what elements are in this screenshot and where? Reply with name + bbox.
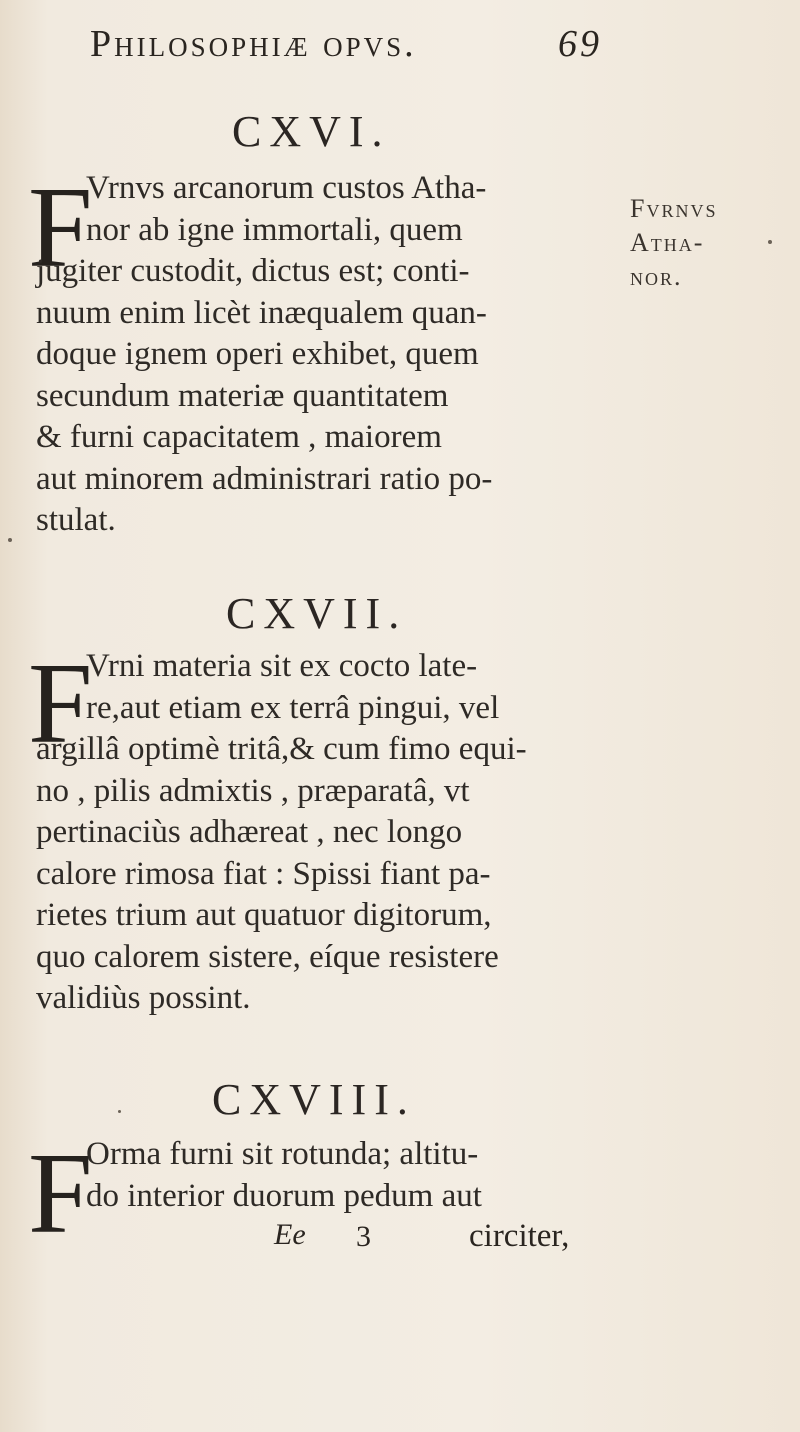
text-line: validiùs possint. — [36, 980, 251, 1016]
margin-line: nor. — [630, 262, 683, 291]
dropcap-cxvii: F — [28, 640, 93, 768]
ink-speck — [118, 1110, 121, 1113]
dropcap-cxviii: F — [28, 1130, 93, 1258]
margin-line: Fvrnvs — [630, 194, 718, 223]
running-title: Philosophiæ opvs. — [90, 23, 417, 65]
catchword: circiter, — [469, 1218, 570, 1254]
dropcap-cxvi: F — [28, 164, 93, 292]
text-line: stulat. — [36, 502, 116, 538]
marginal-note — [630, 192, 717, 294]
text-line: do interior duorum pedum aut — [86, 1177, 482, 1214]
paragraph-cxvii — [36, 646, 616, 1020]
text-line: argillâ optimè tritâ,& cum fimo equi- — [36, 731, 527, 767]
text-line: jugiter custodit, dictus est; conti- — [36, 253, 470, 289]
page-number: 69 — [558, 23, 602, 65]
paragraph-cxvi — [36, 168, 616, 542]
signature-number: 3 — [356, 1220, 371, 1253]
text-line: Orma furni sit rotunda; altitu- — [86, 1136, 479, 1172]
text-line: no , pilis admixtis , præparatâ, vt — [36, 772, 470, 809]
text-line: Vrni materia sit ex cocto late- — [86, 648, 478, 684]
text-line: re,aut etiam ex terrâ pingui, vel — [86, 689, 500, 726]
text-line: & furni capacitatem , maiorem — [36, 419, 442, 455]
section-heading-cxvi: CXVI. — [232, 107, 391, 156]
text-line: quo calorem sistere, eíque resistere — [36, 938, 499, 975]
margin-line: Atha- — [630, 228, 705, 257]
text-line: doque ignem operi exhibet, quem — [36, 336, 479, 372]
text-line: pertinaciùs adhæreat , nec longo — [36, 814, 463, 850]
text-line: nor ab igne immortali, quem — [86, 211, 463, 248]
paragraph-cxviii — [36, 1134, 616, 1217]
text-line: nuum enim licèt inæqualem quan- — [36, 294, 487, 331]
section-heading-cxviii: CXVIII. — [212, 1075, 416, 1124]
text-line: rietes trium aut quatuor digitorum, — [36, 897, 492, 933]
running-header — [90, 22, 650, 66]
text-line: Vrnvs arcanorum custos Atha- — [86, 170, 487, 206]
section-heading-cxvii: CXVII. — [226, 589, 408, 638]
ink-speck — [8, 538, 12, 542]
text-line: secundum materiæ quantitatem — [36, 377, 449, 414]
text-line: aut minorem administrari ratio po- — [36, 460, 493, 497]
signature-mark: Ee — [274, 1218, 306, 1251]
ink-speck — [768, 240, 772, 244]
text-line: calore rimosa fiat : Spissi fiant pa- — [36, 855, 491, 892]
